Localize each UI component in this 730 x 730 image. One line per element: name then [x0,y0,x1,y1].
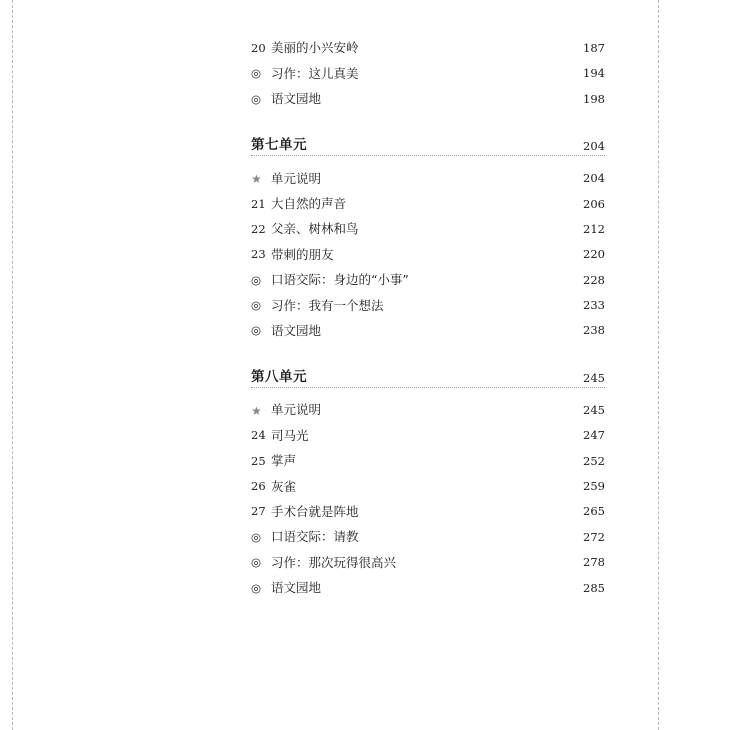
page-number: 259 [583,479,605,494]
toc-entry [251,61,605,86]
page-number: 245 [583,402,605,417]
page-number: 220 [583,247,605,262]
toc-entry [251,87,605,112]
double-circle-icon: ◎ [251,66,262,81]
entry-title: 父亲、树林和鸟 [271,221,359,237]
entry-title: 口语交际：身边的“小事” [271,272,409,288]
page-number: 212 [583,221,605,236]
star-icon: ★ [251,171,262,186]
lesson-number: 26 [251,479,266,494]
entry-title: 手术台就是阵地 [271,503,359,519]
entry-title: 语文园地 [271,580,322,596]
toc-entry [251,423,605,448]
page-number: 272 [583,529,605,544]
toc-entry [251,293,605,318]
page-number: 206 [583,196,605,211]
toc-entry [251,449,605,474]
lesson-number: 24 [251,428,266,443]
unit-title: 第八单元 [251,368,307,385]
toc-entry [251,474,605,499]
entry-title: 司马光 [271,427,309,443]
toc-entry [251,499,605,524]
page-number: 285 [583,580,605,595]
toc-entry [251,525,605,550]
entry-title: 习作：我有一个想法 [271,297,384,313]
page-number: 265 [583,504,605,519]
toc-entry [251,242,605,267]
lesson-number: 27 [251,504,266,519]
double-circle-icon: ◎ [251,91,262,106]
page-number: 198 [583,91,605,106]
entry-title: 美丽的小兴安岭 [271,40,359,56]
entry-title: 灰雀 [271,478,297,494]
page-number: 194 [583,66,605,81]
unit-page-number: 245 [583,370,605,385]
toc-entry [251,319,605,344]
entry-title: 带刺的朋友 [271,246,334,262]
page-number: 247 [583,428,605,443]
double-circle-icon: ◎ [251,580,262,595]
page-number: 252 [583,453,605,468]
entry-title: 大自然的声音 [271,196,347,211]
entry-title: 习作：那次玩得很高兴 [271,554,397,570]
toc-entry [251,192,605,217]
double-circle-icon: ◎ [251,323,262,338]
entry-title: 习作：这儿真美 [271,65,359,81]
unit-heading-7 [251,130,605,156]
toc-entry [251,36,605,61]
double-circle-icon: ◎ [251,529,262,544]
table-of-contents [251,36,605,601]
page-number: 187 [583,40,605,55]
unit-title: 第七单元 [251,137,307,154]
toc-entry [251,217,605,242]
page-number: 233 [583,298,605,313]
left-page-edge [12,0,13,730]
entry-title: 语文园地 [271,322,322,338]
toc-entry [251,166,605,191]
lesson-number: 23 [251,247,266,262]
entry-title: 掌声 [271,453,297,469]
entry-title: 语文园地 [271,91,322,107]
double-circle-icon: ◎ [251,272,262,287]
double-circle-icon: ◎ [251,298,262,313]
entry-title: 口语交际：请教 [271,529,359,545]
page-number: 228 [583,272,605,287]
page-number: 238 [583,323,605,338]
toc-entry [251,576,605,601]
entry-title: 单元说明 [271,170,322,186]
entry-title: 单元说明 [271,402,322,418]
page-number: 278 [583,555,605,570]
lesson-number: 20 [251,40,266,55]
toc-entry [251,268,605,293]
double-circle-icon: ◎ [251,555,262,570]
lesson-number: 21 [251,196,266,211]
lesson-number: 25 [251,453,266,468]
right-page-edge [658,0,659,730]
page-number: 204 [583,171,605,186]
unit-page-number: 204 [583,139,605,154]
unit-heading-8 [251,362,605,388]
toc-entry [251,550,605,575]
lesson-number: 22 [251,221,266,236]
toc-entry [251,398,605,423]
star-icon: ★ [251,403,262,418]
